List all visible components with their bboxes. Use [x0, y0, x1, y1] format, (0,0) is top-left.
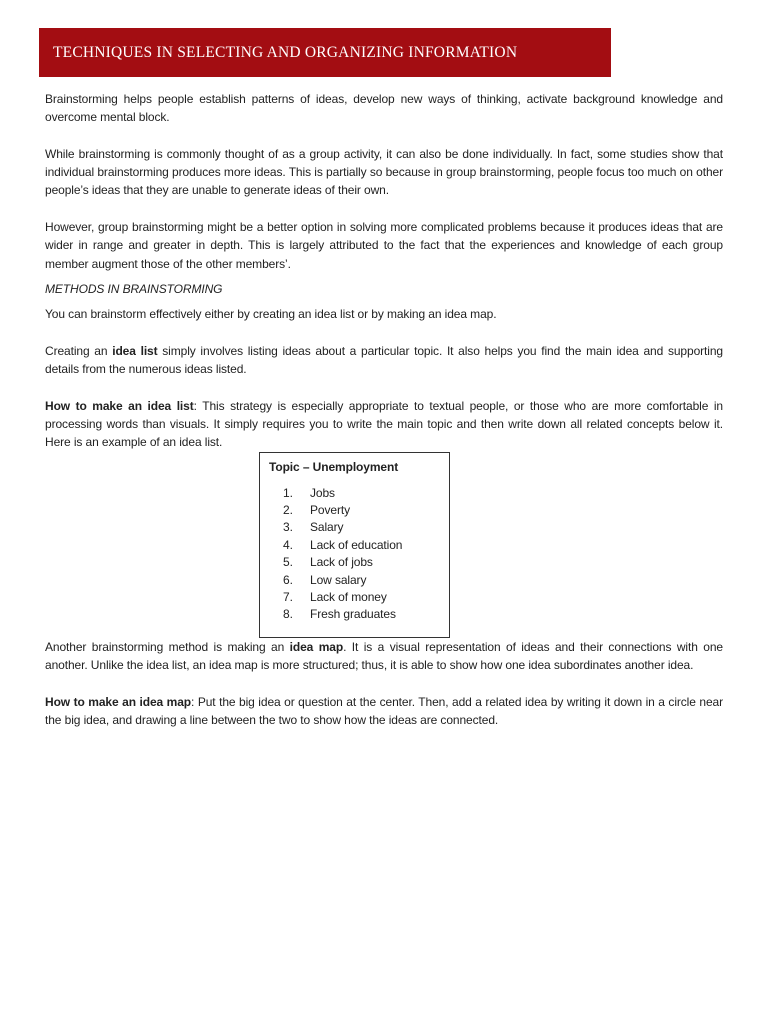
list-item	[269, 554, 449, 571]
list-item-label: Salary	[310, 520, 344, 535]
bold-term-idea-map: idea map	[289, 639, 344, 654]
bold-term-idea-list: idea list	[112, 343, 158, 358]
paragraph-brainstorming-intro: Brainstorming helps people establish patterns of ideas, develop new ways of thinking, activate background knowledge and overcome mental block.	[45, 92, 723, 125]
list-item	[269, 572, 449, 589]
text-run: Creating an	[45, 343, 113, 358]
document-body	[45, 90, 723, 747]
paragraph-individual-brainstorming: While brainstorming is commonly thought of as a group activity, it can also be done individually. In fact, some studies show that individual brainstorming produces more ideas. This is partially so because in group brainstorming, people focus too much on other people’s ideas that they are unable to generate ideas of their own.	[45, 146, 723, 198]
text-run: : This strategy is especially appropriate to textual people, or those who are more comfortable in processing words than visuals. It simply requires you to write the main topic and then write down all related concepts below it. Here is an example of an idea list.	[45, 398, 723, 450]
list-number: 8.	[283, 607, 293, 622]
list-item	[269, 589, 449, 606]
paragraph-methods-overview: You can brainstorm effectively either by creating an idea list or by making an idea map.	[45, 307, 497, 322]
list-item	[269, 519, 449, 536]
list-number: 1.	[283, 485, 293, 500]
list-item-label: Poverty	[310, 503, 350, 518]
paragraph-idea-map-definition	[45, 638, 723, 675]
list-number: 7.	[283, 590, 293, 605]
bold-heading-how-to-idea-map: How to make an idea map	[45, 694, 192, 709]
list-item-label: Fresh graduates	[310, 607, 396, 622]
list-number: 3.	[283, 520, 293, 535]
list-item-label: Lack of jobs	[310, 555, 373, 570]
list-item	[269, 485, 449, 502]
section-heading-methods: METHODS IN BRAINSTORMING	[45, 281, 223, 296]
text-run: . It is a visual representation of ideas and their connections with one another. Unlike the idea list, an idea map is more structured; thus, it is able to show how one idea subordinates another idea.	[45, 639, 723, 672]
text-run: : Put the big idea or question at the center. Then, add a related idea by writing it down in a circle near the big idea, and drawing a line between the two to show how the ideas are connected.	[45, 694, 723, 727]
paragraph-group-brainstorming: However, group brainstorming might be a better option in solving more complicated problems because it produces ideas that are wider in range and greater in depth. This is largely attributed to the fact that the experiences and knowledge of each group member augment those of the other members’.	[45, 220, 723, 271]
title-banner	[39, 28, 611, 77]
list-item-label: Lack of education	[310, 537, 403, 552]
list-item-label: Lack of money	[310, 590, 387, 605]
text-run: Another brainstorming method is making an	[45, 639, 290, 654]
bold-heading-how-to-idea-list: How to make an idea list	[45, 398, 194, 413]
paragraph-how-to-idea-map	[45, 693, 723, 730]
list-number: 5.	[283, 555, 293, 570]
idea-list	[269, 485, 449, 624]
page-title: TECHNIQUES IN SELECTING AND ORGANIZING INFORMATION	[53, 43, 518, 61]
idea-list-topic: Topic – Unemployment	[269, 459, 399, 474]
idea-list-example-box	[259, 452, 450, 638]
list-item-label: Jobs	[310, 485, 335, 500]
paragraph-how-to-idea-list	[45, 397, 723, 452]
list-item	[269, 606, 449, 623]
list-item	[269, 537, 449, 554]
list-item	[269, 502, 449, 519]
list-number: 6.	[283, 572, 293, 587]
list-number: 2.	[283, 503, 293, 518]
paragraph-idea-list-definition	[45, 342, 723, 379]
text-run: simply involves listing ideas about a particular topic. It also helps you find the main idea and supporting details from the numerous ideas listed.	[45, 343, 723, 377]
list-item-label: Low salary	[310, 572, 367, 587]
list-number: 4.	[283, 537, 293, 552]
